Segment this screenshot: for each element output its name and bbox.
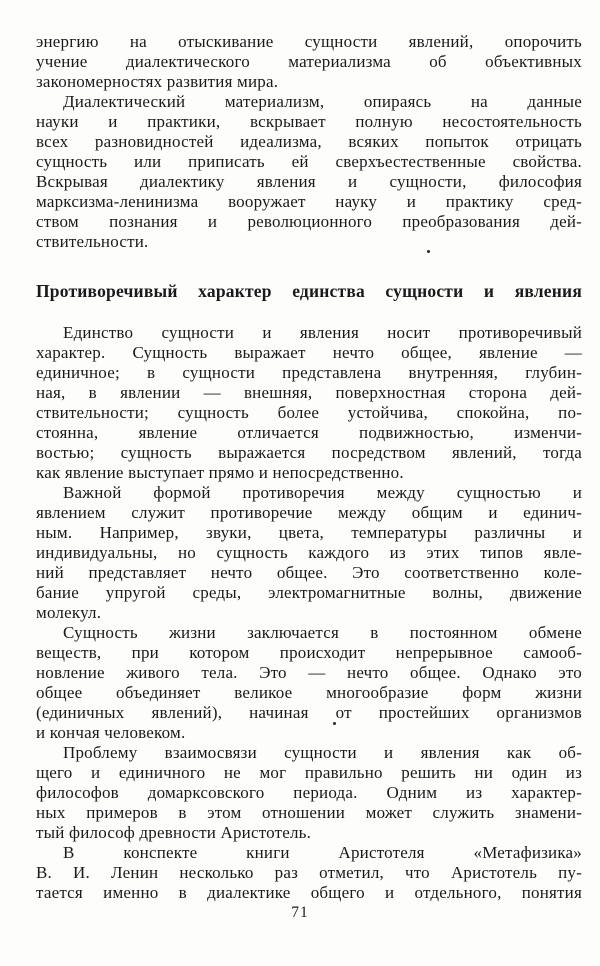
- text-line: явлением служит противоречие между общим и единич-: [36, 503, 582, 522]
- text-line: Единство сущности и явления носит противоречивый: [63, 323, 582, 342]
- scan-speck: [333, 722, 336, 725]
- text-line: науки и практики, вскрывает полную несостоятельность: [36, 112, 582, 131]
- text-line: бание упругой среды, электромагнитные волны, движение: [36, 583, 582, 602]
- paragraph: [36, 483, 582, 623]
- text-line: тый философ древности Аристотель.: [36, 823, 312, 842]
- text-line: Диалектический материализм, опираясь на данные: [63, 92, 582, 111]
- text-line: ний представляет нечто общее. Это соответственно коле-: [36, 563, 582, 582]
- paragraph: [36, 323, 582, 483]
- text-line: молекул.: [36, 603, 102, 622]
- text-line: философов домарксовского периода. Одним из характер-: [36, 783, 582, 802]
- paragraph: [36, 623, 582, 743]
- text-line: общее объединяет великое многообразие форм жизни: [36, 683, 582, 702]
- text-column: [36, 32, 582, 903]
- text-line: индивидуальны, но сущность каждого из этих типов явле-: [36, 543, 582, 562]
- text-line: щего и единичного не мог правильно решить ни один из: [36, 763, 582, 782]
- text-line: ных примеров в этом отношении может служить знамени-: [36, 803, 582, 822]
- text-line: ная, в явлении — внешняя, поверхностная сторона дей-: [36, 383, 582, 402]
- paragraph: [36, 743, 582, 843]
- page-number: 71: [291, 904, 309, 921]
- section-heading: Противоречивый характер единства сущности и явления: [36, 281, 582, 301]
- text-line: стоянна, явление отличается подвижностью, изменчи-: [36, 423, 582, 442]
- text-line: новление живого тела. Это — нечто общее. Однако это: [36, 663, 582, 682]
- text-line: ным. Например, звуки, цвета, температуры различны и: [36, 523, 582, 542]
- paragraph: [36, 92, 582, 252]
- text-line: веществ, при котором происходит непрерывное самооб-: [36, 643, 582, 662]
- text-line: В. И. Ленин несколько раз отметил, что Аристотель пу-: [36, 863, 582, 882]
- text-line: ством познания и революционного преобразования дей-: [36, 212, 582, 231]
- text-line: сущность или приписать ей сверхъестественные свойства.: [36, 152, 582, 171]
- text-line: ствительности.: [36, 232, 149, 251]
- text-line: В конспекте книги Аристотеля «Метафизика»: [63, 843, 582, 862]
- text-line: энергию на отыскивание сущности явлений, опорочить: [36, 32, 582, 51]
- text-line: Сущность жизни заключается в постоянном обмене: [63, 623, 582, 642]
- text-line: ствительности; сущность более устойчива, спокойна, по-: [36, 403, 582, 422]
- text-line: Проблему взаимосвязи сущности и явления как об-: [63, 743, 582, 762]
- text-line: марксизма-ленинизма вооружает науку и практику сред-: [36, 192, 582, 211]
- text-line: востью; сущность выражается посредством явлений, тогда: [36, 443, 582, 462]
- text-line: единичное; в сущности представлена внутренняя, глубин-: [36, 363, 582, 382]
- text-line: (единичных явлений), начиная от простейших организмов: [36, 703, 582, 722]
- text-line: закономерностях развития мира.: [36, 72, 279, 91]
- text-line: Вскрывая диалектику явления и сущности, философия: [36, 172, 582, 191]
- text-line: и кончая человеком.: [36, 723, 186, 742]
- text-line: Важной формой противоречия между сущностью и: [63, 483, 582, 502]
- scan-speck: [427, 250, 430, 253]
- text-line: учение диалектического материализма об объективных: [36, 52, 582, 71]
- paragraph: [36, 843, 582, 903]
- text-line: характер. Сущность выражает нечто общее, явление —: [36, 343, 582, 362]
- text-line: тается именно в диалектике общего и отдельного, понятия: [36, 883, 582, 902]
- paragraph: [36, 32, 582, 92]
- text-line: как явление выступает прямо и непосредственно.: [36, 463, 404, 482]
- text-line: всех разновидностей идеализма, всяких попыток отрицать: [36, 132, 582, 151]
